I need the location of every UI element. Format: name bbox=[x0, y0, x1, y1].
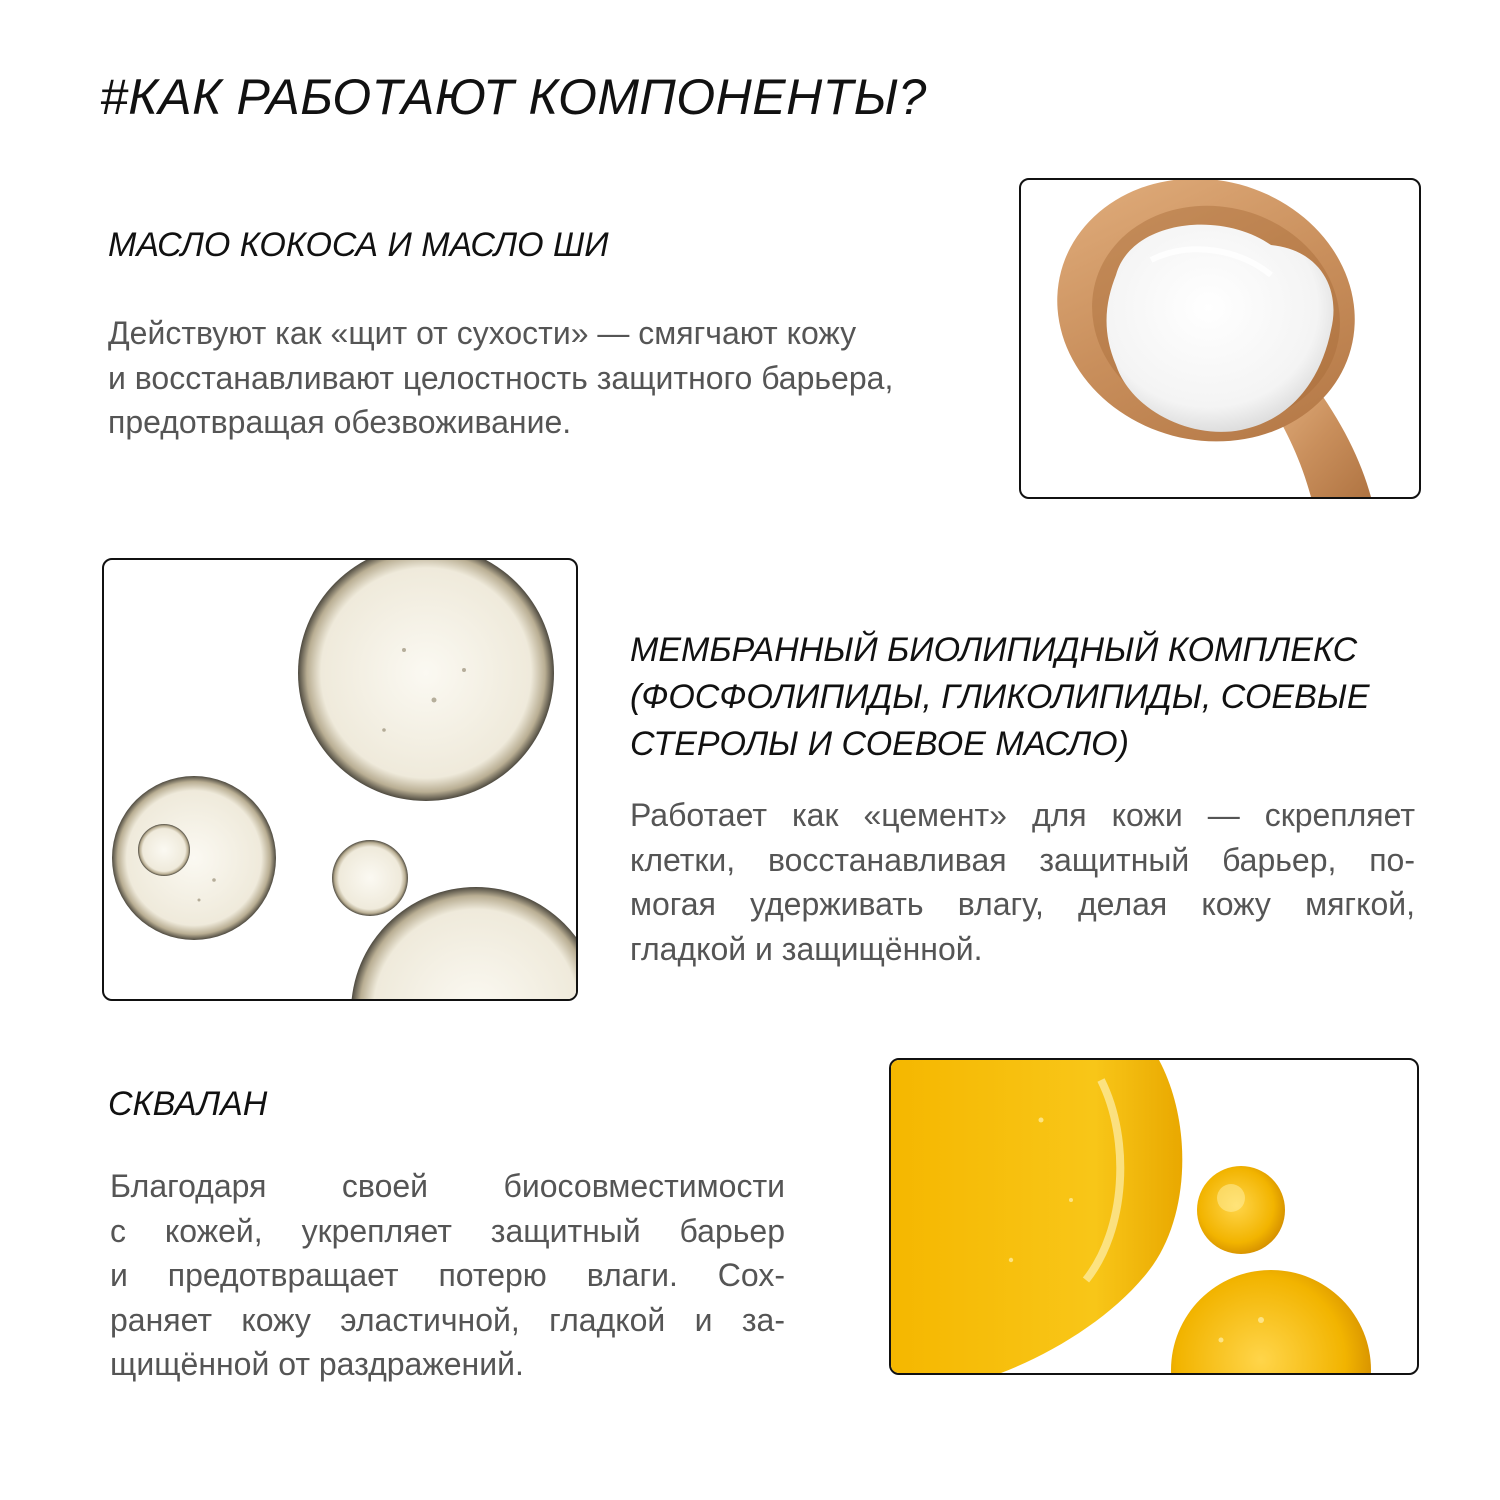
text-line: Работает как «цемент» для кожи — скрепляет bbox=[630, 797, 1415, 833]
heading-line: СТЕРОЛЫ И СОЕВОЕ МАСЛО) bbox=[630, 725, 1129, 763]
golden-oil-drops-icon bbox=[889, 1058, 1419, 1375]
section-heading-coconut-shea: МАСЛО КОКОСА И МАСЛО ШИ bbox=[108, 226, 609, 264]
text-line: Действуют как «щит от сухости» — смягчают кожу bbox=[108, 315, 857, 351]
text-line: Благодаря своей биосовместимости bbox=[110, 1168, 785, 1204]
section-text-squalane bbox=[110, 1164, 785, 1387]
text-line: могая удерживать влагу, делая кожу мягкой, bbox=[630, 886, 1415, 922]
text-line: предотвращая обезвоживание. bbox=[108, 404, 572, 440]
section-heading-squalane: СКВАЛАН bbox=[108, 1085, 268, 1123]
section-text-biolipid bbox=[630, 793, 1415, 971]
text-line: раняет кожу эластичной, гладкой и за- bbox=[110, 1301, 785, 1338]
text-line: щищённой от раздражений. bbox=[110, 1346, 524, 1382]
page-title: #КАК РАБОТАЮТ КОМПОНЕНТЫ? bbox=[100, 69, 927, 125]
text-line: и предотвращает потерю влаги. Сох- bbox=[110, 1257, 785, 1293]
section-text-coconut-shea bbox=[108, 311, 958, 445]
section-heading-biolipid bbox=[630, 627, 1370, 768]
clear-oil-drops-icon bbox=[102, 558, 578, 1001]
text-line: гладкой и защищённой. bbox=[630, 930, 983, 967]
text-line: с кожей, укрепляет защитный барьер bbox=[110, 1212, 785, 1249]
text-line: и восстанавливают целостность защитного барьера, bbox=[108, 359, 894, 396]
heading-line: МЕМБРАННЫЙ БИОЛИПИДНЫЙ КОМПЛЕКС bbox=[630, 631, 1358, 669]
heading-line: (ФОСФОЛИПИДЫ, ГЛИКОЛИПИДЫ, СОЕВЫЕ bbox=[630, 678, 1370, 716]
text-line: клетки, восстанавливая защитный барьер, по- bbox=[630, 841, 1415, 878]
wooden-spoon-cream-icon bbox=[1019, 178, 1421, 499]
